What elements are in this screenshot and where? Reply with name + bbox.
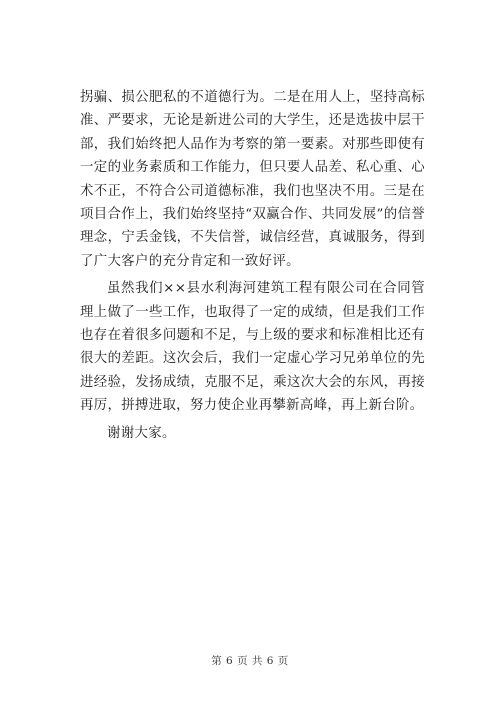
page-footer: 第 6 页 共 6 页	[211, 655, 289, 667]
paragraph-2: 虽然我们××县水利海河建筑工程有限公司在合同管理上做了一些工作，也取得了一定的成绩，但是我们工作也存在着很多问题和不足，与上级的要求和标准相比还有很大的差距。这次会后，我们一定虚心学习兄弟单位的先进经验，发扬成绩，克服不足，乘这次大会的东风，再接再厉，拼搏进取，努力使企业再攀新高峰，再上新台阶。	[80, 281, 425, 414]
paragraph-3: 谢谢大家。	[107, 425, 176, 441]
paragraph-1: 拐骗、损公肥私的不道德行为。二是在用人上，坚持高标准、严要求，无论是新进公司的大学生，还是选拔中层干部，我们始终把人品作为考察的第一要素。对那些即使有一定的业务素质和工作能力，但只要人品差、私心重、心术不正，不符合公司道德标准，我们也坚决不用。三是在项目合作上，我们始终坚持“双赢合作、共同发展”的信誉理念，宁丢金钱，不失信誉，诚信经营，真诚服务，得到了广大客户的充分肯定和一致好评。	[80, 90, 425, 269]
document-body	[80, 86, 425, 445]
